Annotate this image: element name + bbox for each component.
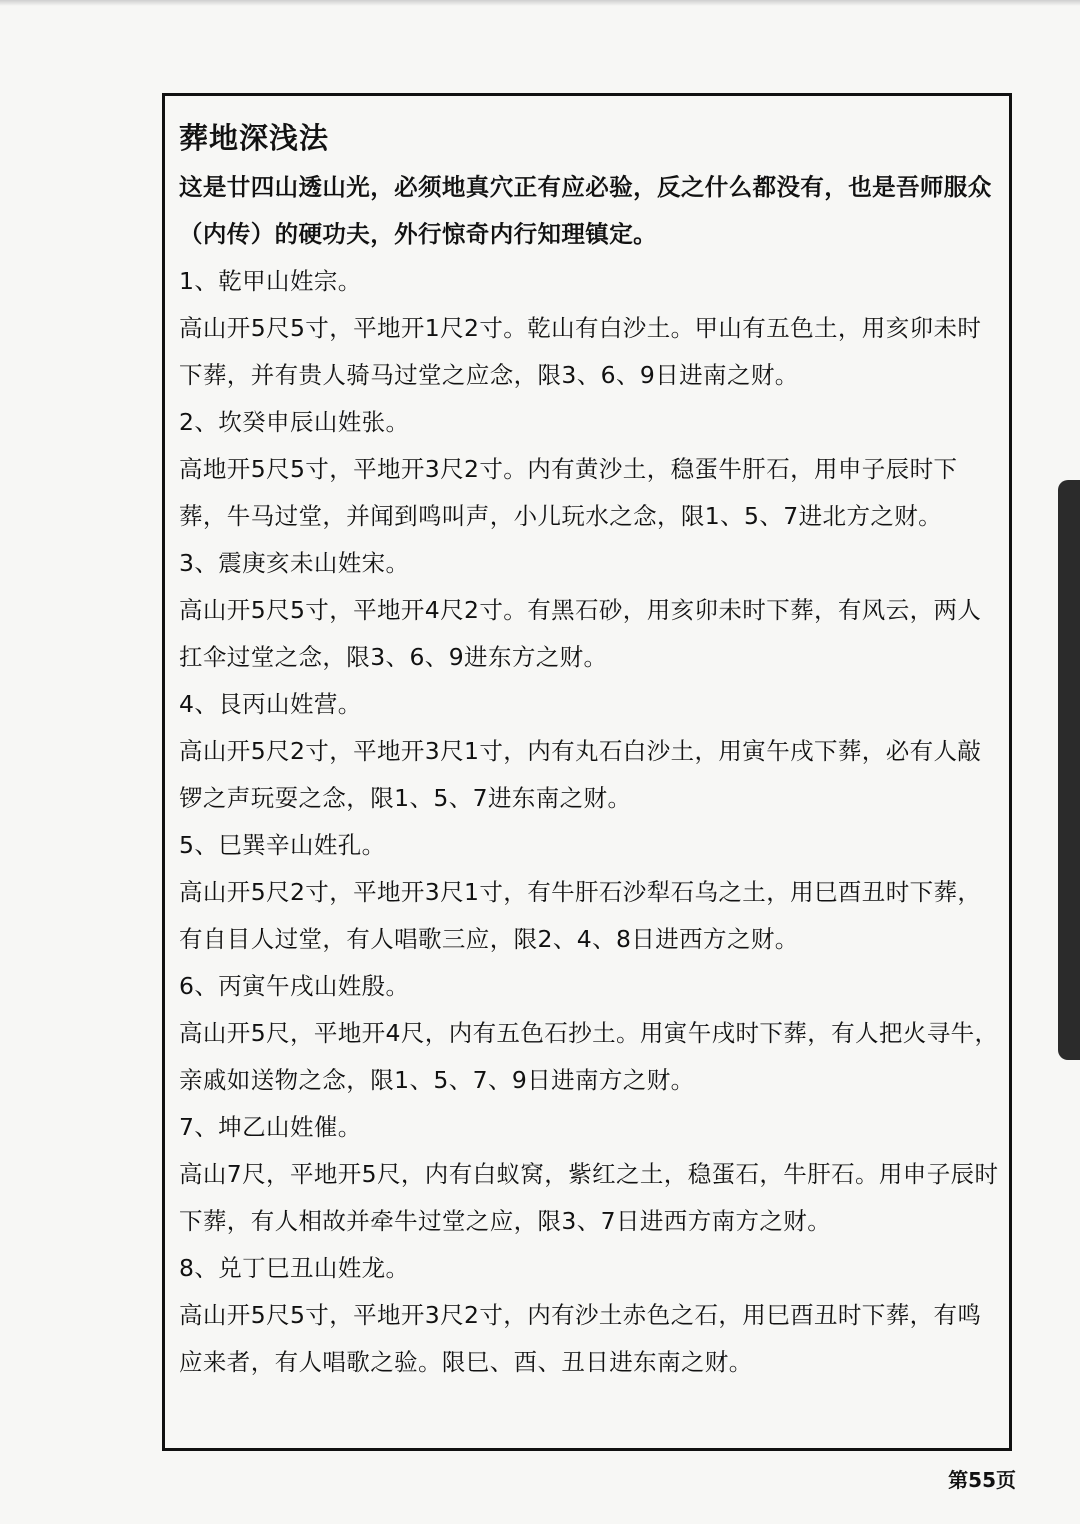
item-heading: 4、艮丙山姓营。 bbox=[179, 690, 362, 718]
item-heading: 1、乾甲山姓宗。 bbox=[179, 267, 362, 295]
item-heading: 2、坎癸申辰山姓张。 bbox=[179, 408, 410, 436]
item-body: 高山开5尺，平地开4尺，内有五色石抄土。用寅午戌时下葬，有人把火寻牛，亲戚如送物之念，限1、5、7、9日进南方之财。 bbox=[179, 1019, 999, 1094]
binding-tab-marker bbox=[1058, 480, 1080, 1060]
item-body: 高山开5尺5寸，平地开4尺2寸。有黑石砂，用亥卯未时下葬，有风云，两人扛伞过堂之念，限3、6、9进东方之财。 bbox=[179, 596, 982, 671]
item-body: 高山7尺，平地开5尺，内有白蚁窝，紫红之土，稳蛋石，牛肝石。用申子辰时下葬，有人相故并牵牛过堂之应，限3、7日进西方南方之财。 bbox=[179, 1160, 999, 1235]
item-heading: 6、丙寅午戌山姓殷。 bbox=[179, 972, 410, 1000]
document-title: 葬地深浅法 bbox=[179, 121, 330, 155]
item-body: 高山开5尺2寸，平地开3尺1寸，内有丸石白沙土，用寅午戌下葬，必有人敲锣之声玩耍之念，限1、5、7进东南之财。 bbox=[179, 737, 982, 812]
page-top-edge bbox=[0, 0, 1080, 6]
item-heading: 7、坤乙山姓催。 bbox=[179, 1113, 362, 1141]
item-heading: 8、兑丁巳丑山姓龙。 bbox=[179, 1254, 410, 1282]
item-heading: 3、震庚亥未山姓宋。 bbox=[179, 549, 410, 577]
item-heading: 5、巳巽辛山姓孔。 bbox=[179, 831, 386, 859]
intro-paragraph: 这是廿四山透山光，必须地真穴正有应必验，反之什么都没有，也是吾师服众（内传）的硬功夫，外行惊奇内行知理镇定。 bbox=[179, 173, 992, 248]
item-body: 高山开5尺2寸，平地开3尺1寸，有牛肝石沙犁石乌之土，用巳酉丑时下葬，有自目人过堂，有人唱歌三应，限2、4、8日进西方之财。 bbox=[179, 878, 982, 953]
page-number: 第55页 bbox=[948, 1468, 1016, 1492]
item-body: 高地开5尺5寸，平地开3尺2寸。内有黄沙土，稳蛋牛肝石，用申子辰时下葬，牛马过堂，并闻到鸣叫声，小儿玩水之念，限1、5、7进北方之财。 bbox=[179, 455, 958, 530]
content-frame bbox=[162, 93, 1012, 1451]
item-body: 高山开5尺5寸，平地开3尺2寸，内有沙土赤色之石，用巳酉丑时下葬，有鸣应来者，有人唱歌之验。限巳、酉、丑日进东南之财。 bbox=[179, 1301, 982, 1376]
item-body: 高山开5尺5寸，平地开1尺2寸。乾山有白沙土。甲山有五色土，用亥卯未时下葬，并有贵人骑马过堂之应念，限3、6、9日进南之财。 bbox=[179, 314, 982, 389]
